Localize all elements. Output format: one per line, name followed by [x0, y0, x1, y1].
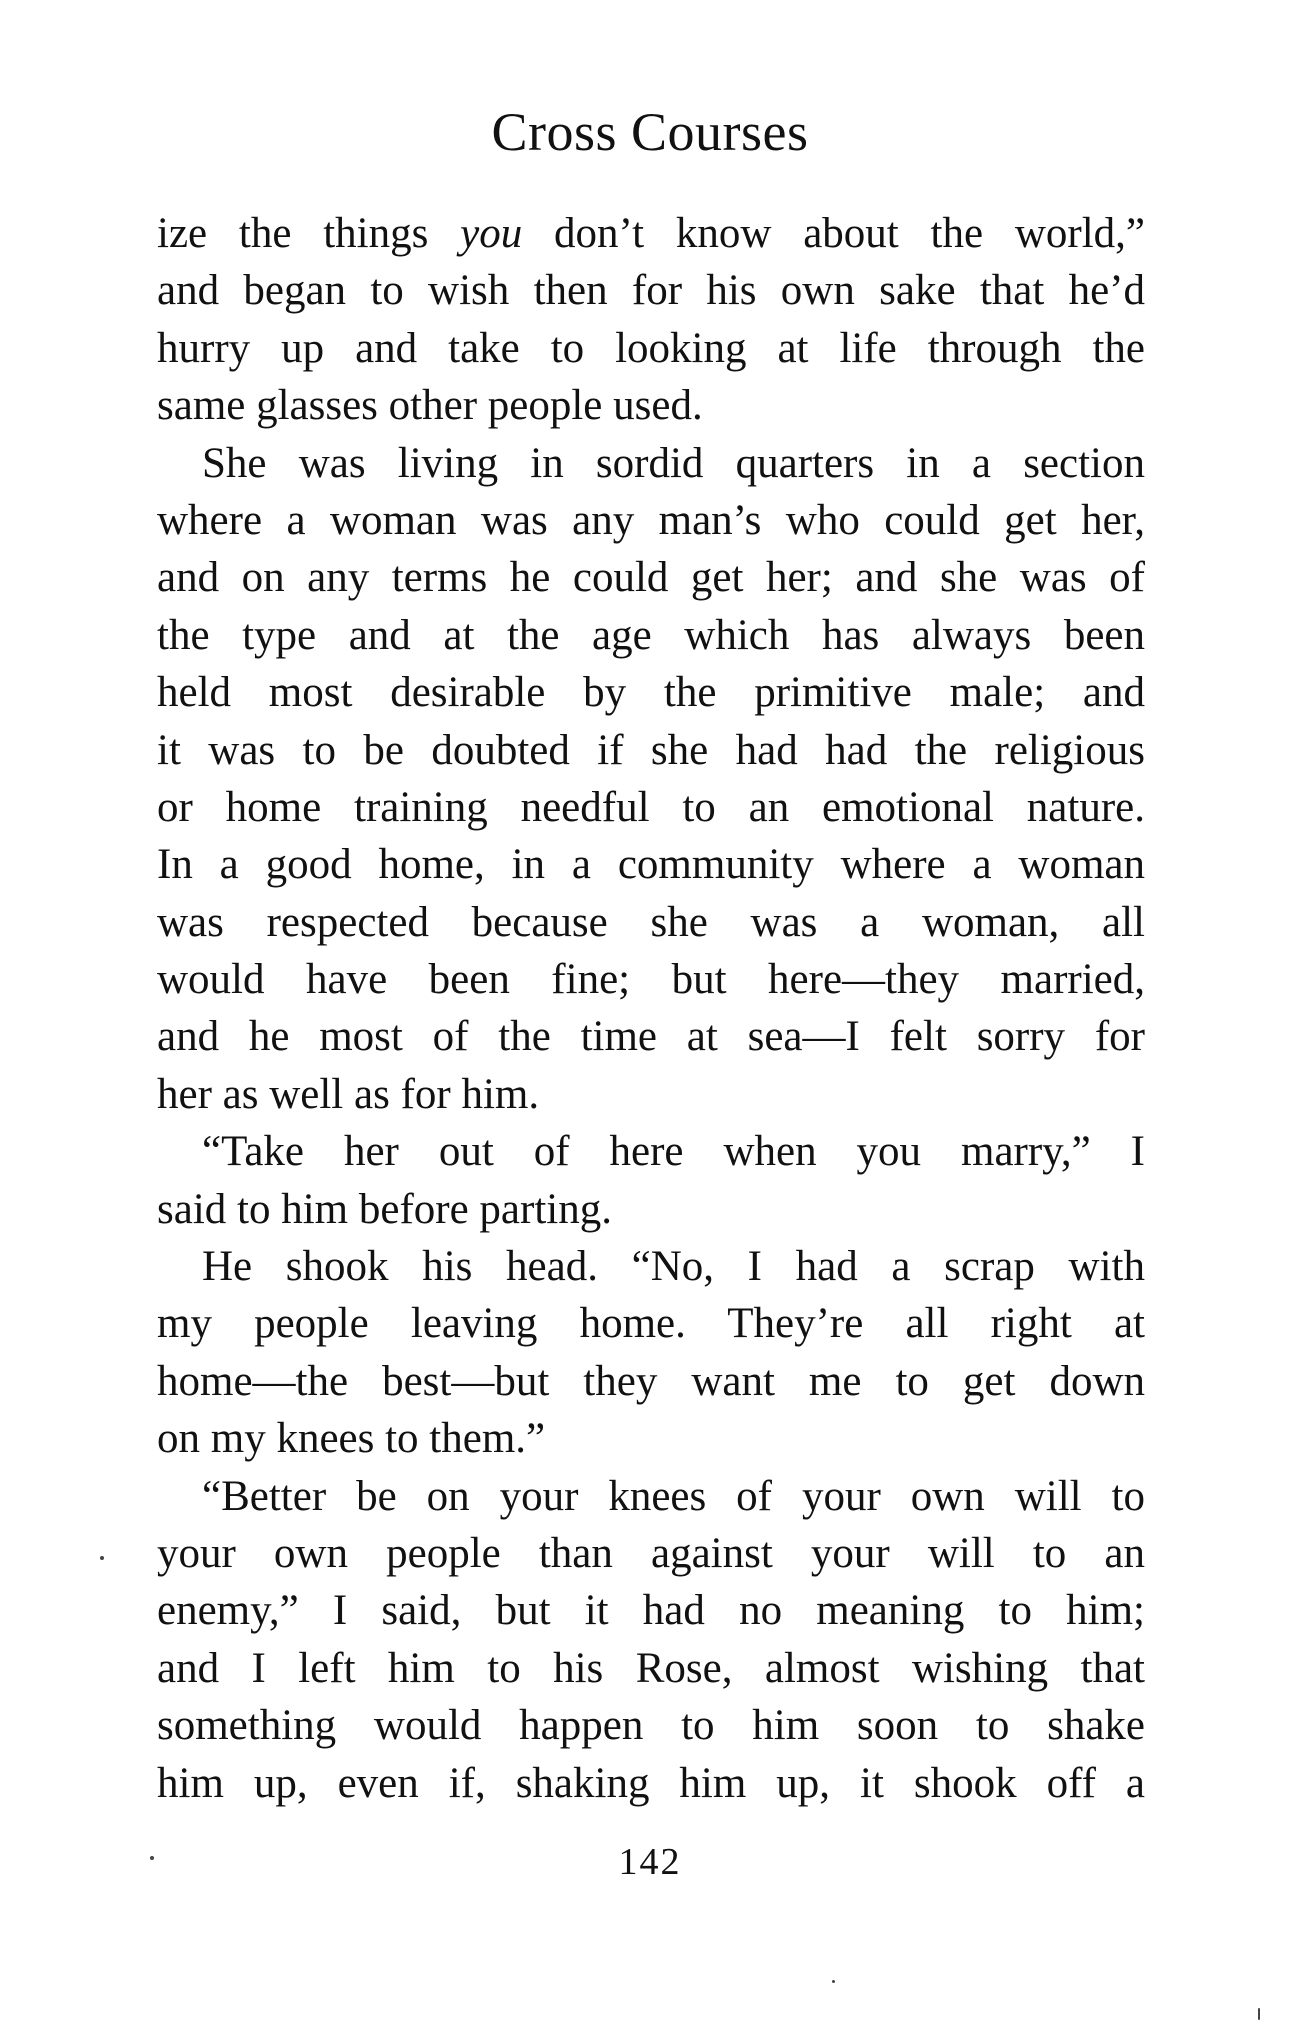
text-line: it was to be doubted if she had had the religious — [157, 726, 1145, 774]
text-line: “Take her out of here when you marry,” I — [202, 1128, 1145, 1176]
scan-speck — [100, 1556, 104, 1560]
text-line: her as well as for him. — [157, 1070, 540, 1118]
text-line: He shook his head. “No, I had a scrap with — [202, 1243, 1145, 1291]
text-line: same glasses other people used. — [157, 382, 703, 430]
text-line: hurry up and take to looking at life through the — [157, 324, 1145, 372]
text-line: held most desirable by the primitive male; and — [157, 669, 1145, 717]
text-line: and on any terms he could get her; and she was of — [157, 554, 1145, 602]
scan-speck — [150, 1856, 154, 1860]
text-line: and I left him to his Rose, almost wishing that — [157, 1644, 1145, 1692]
running-head: Cross Courses — [491, 102, 809, 162]
text-line: where a woman was any man’s who could get her, — [157, 496, 1145, 544]
page-number: 142 — [618, 1841, 682, 1883]
text-line: enemy,” I said, but it had no meaning to him; — [157, 1587, 1145, 1635]
text-line: would have been fine; but here—they married, — [157, 956, 1145, 1004]
text-line: ize the things you don’t know about the world,” — [157, 210, 1146, 257]
text-line: on my knees to them.” — [157, 1415, 546, 1463]
scan-speck — [832, 1980, 835, 1983]
text-line: She was living in sordid quarters in a section — [202, 439, 1145, 487]
text-line: something would happen to him soon to shake — [157, 1702, 1145, 1750]
text-line: home—the best—but they want me to get down — [157, 1357, 1145, 1405]
text-line: my people leaving home. They’re all right at — [157, 1300, 1145, 1348]
text-line: him up, even if, shaking him up, it shook off a — [157, 1759, 1145, 1807]
italic-word: you — [460, 210, 523, 257]
text-line: the type and at the age which has always been — [157, 611, 1145, 659]
text-line: or home training needful to an emotional nature. — [157, 783, 1145, 831]
text-line: said to him before parting. — [157, 1185, 612, 1233]
text-line: was respected because she was a woman, all — [157, 898, 1145, 946]
text-line: and he most of the time at sea—I felt sorry for — [157, 1013, 1145, 1061]
body-text — [157, 205, 1145, 1812]
text-line: In a good home, in a community where a woman — [157, 841, 1145, 889]
text-line: and began to wish then for his own sake that he’d — [157, 267, 1145, 315]
scan-speck — [1258, 2008, 1260, 2020]
text-line: your own people than against your will to an — [157, 1529, 1145, 1577]
text-line: “Better be on your knees of your own will to — [202, 1472, 1145, 1520]
